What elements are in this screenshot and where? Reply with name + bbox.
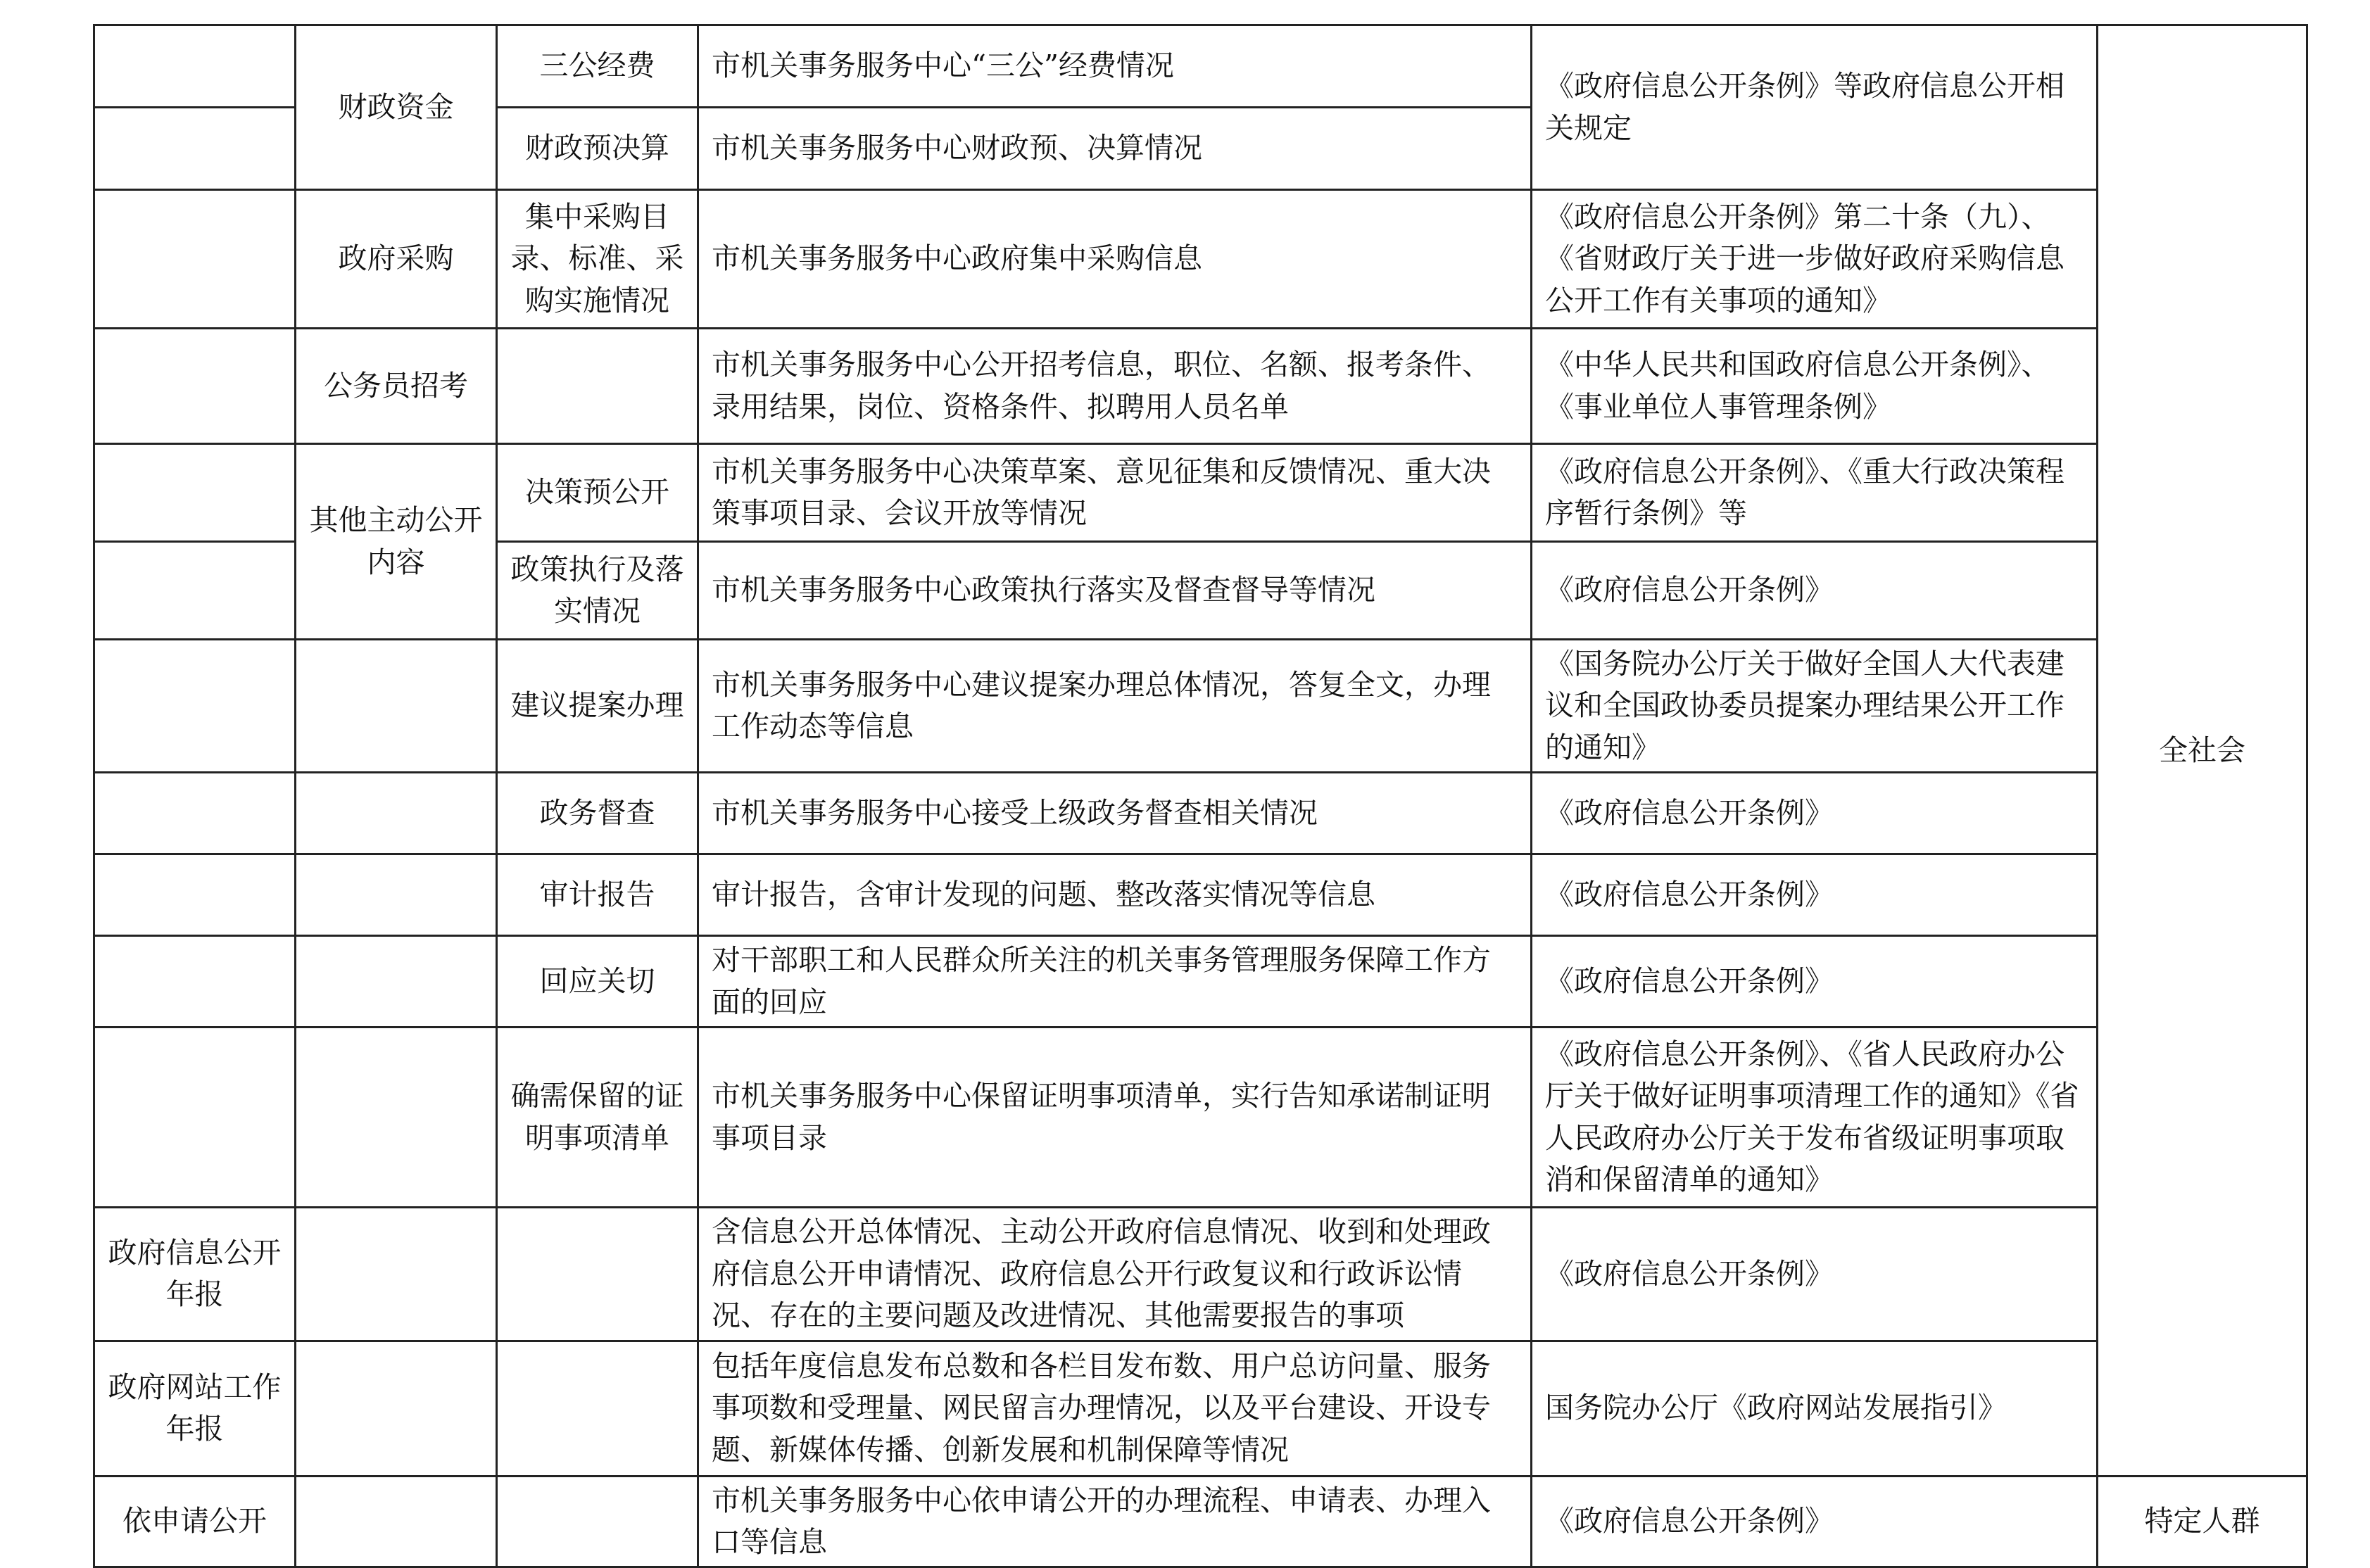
cell-subcategory: [296, 1208, 497, 1341]
cell-content: 市机关事务服务中心建议提案办理总体情况，答复全文，办理工作动态等信息: [698, 640, 1532, 773]
cell-content: 市机关事务服务中心政策执行落实及督查督导等情况: [698, 542, 1532, 640]
disclosure-table: [93, 24, 2308, 1568]
cell-subcategory: [296, 936, 497, 1028]
table-row: [94, 1208, 2307, 1341]
cell-item: [497, 1341, 698, 1476]
cell-subcategory: [296, 1028, 497, 1208]
cell-basis: 《国务院办公厅关于做好全国人大代表建议和全国政协委员提案办理结果公开工作的通知》: [1532, 640, 2098, 773]
cell-audience: 特定人群: [2098, 1476, 2307, 1567]
table-row: [94, 1028, 2307, 1208]
cell-item: 集中采购目录、标准、采购实施情况: [497, 190, 698, 329]
cell-category: 政府信息公开年报: [94, 1208, 296, 1341]
cell-category: 政府网站工作年报: [94, 1341, 296, 1476]
cell-subcategory: [296, 1341, 497, 1476]
cell-subcategory: [296, 1476, 497, 1567]
cell-category: [94, 444, 296, 542]
cell-item: 财政预决算: [497, 108, 698, 190]
cell-subcategory: 公务员招考: [296, 329, 497, 444]
cell-subcategory: [296, 854, 497, 936]
cell-item: 政务督查: [497, 773, 698, 854]
table-row: [94, 444, 2307, 542]
cell-subcategory: 财政资金: [296, 25, 497, 190]
cell-item: [497, 1476, 698, 1567]
cell-basis: 《政府信息公开条例》: [1532, 1476, 2098, 1567]
cell-item: 确需保留的证明事项清单: [497, 1028, 698, 1208]
cell-basis: 《中华人民共和国政府信息公开条例》、《事业单位人事管理条例》: [1532, 329, 2098, 444]
cell-item: 政策执行及落实情况: [497, 542, 698, 640]
cell-item: 决策预公开: [497, 444, 698, 542]
cell-basis: 《政府信息公开条例》: [1532, 936, 2098, 1028]
cell-basis: 《政府信息公开条例》: [1532, 1208, 2098, 1341]
cell-basis: 国务院办公厅《政府网站发展指引》: [1532, 1341, 2098, 1476]
cell-content: 市机关事务服务中心接受上级政务督查相关情况: [698, 773, 1532, 854]
cell-category: [94, 190, 296, 329]
cell-category: [94, 773, 296, 854]
cell-subcategory: [296, 640, 497, 773]
table-row: [94, 773, 2307, 854]
cell-category: [94, 854, 296, 936]
cell-basis: 《政府信息公开条例》: [1532, 542, 2098, 640]
cell-category: [94, 936, 296, 1028]
cell-basis: 《政府信息公开条例》、《重大行政决策程序暂行条例》等: [1532, 444, 2098, 542]
cell-subcategory: 其他主动公开内容: [296, 444, 497, 640]
cell-category: [94, 640, 296, 773]
cell-basis: 《政府信息公开条例》第二十条（九）、《省财政厅关于进一步做好政府采购信息公开工作有关事项的通知》: [1532, 190, 2098, 329]
table-row: [94, 854, 2307, 936]
table-row: [94, 1476, 2307, 1567]
cell-content: 市机关事务服务中心公开招考信息，职位、名额、报考条件、录用结果，岗位、资格条件、拟聘用人员名单: [698, 329, 1532, 444]
cell-item: 建议提案办理: [497, 640, 698, 773]
cell-basis: 《政府信息公开条例》、《省人民政府办公厅关于做好证明事项清理工作的通知》《省人民政府办公厅关于发布省级证明事项取消和保留清单的通知》: [1532, 1028, 2098, 1208]
cell-basis: 《政府信息公开条例》: [1532, 773, 2098, 854]
cell-content: 市机关事务服务中心决策草案、意见征集和反馈情况、重大决策事项目录、会议开放等情况: [698, 444, 1532, 542]
cell-category: [94, 108, 296, 190]
cell-item: 审计报告: [497, 854, 698, 936]
cell-category: [94, 542, 296, 640]
table-row: [94, 640, 2307, 773]
cell-item: [497, 1208, 698, 1341]
cell-content: 含信息公开总体情况、主动公开政府信息情况、收到和处理政府信息公开申请情况、政府信息公开行政复议和行政诉讼情况、存在的主要问题及改进情况、其他需要报告的事项: [698, 1208, 1532, 1341]
cell-subcategory: [296, 773, 497, 854]
cell-category: 依申请公开: [94, 1476, 296, 1567]
cell-content: 市机关事务服务中心依申请公开的办理流程、申请表、办理入口等信息: [698, 1476, 1532, 1567]
cell-audience: 全社会: [2098, 25, 2307, 1477]
cell-category: [94, 1028, 296, 1208]
cell-item: [497, 329, 698, 444]
table-row: [94, 329, 2307, 444]
cell-basis: 《政府信息公开条例》: [1532, 854, 2098, 936]
cell-content: 对干部职工和人民群众所关注的机关事务管理服务保障工作方面的回应: [698, 936, 1532, 1028]
cell-category: [94, 25, 296, 108]
cell-item: 三公经费: [497, 25, 698, 108]
cell-item: 回应关切: [497, 936, 698, 1028]
table-row: [94, 190, 2307, 329]
cell-content: 市机关事务服务中心“三公”经费情况: [698, 25, 1532, 108]
cell-basis: 《政府信息公开条例》等政府信息公开相关规定: [1532, 25, 2098, 190]
table-row: [94, 25, 2307, 108]
cell-subcategory: 政府采购: [296, 190, 497, 329]
cell-content: 包括年度信息发布总数和各栏目发布数、用户总访问量、服务事项数和受理量、网民留言办理情况，以及平台建设、开设专题、新媒体传播、创新发展和机制保障等情况: [698, 1341, 1532, 1476]
cell-content: 市机关事务服务中心财政预、决算情况: [698, 108, 1532, 190]
cell-content: 市机关事务服务中心保留证明事项清单，实行告知承诺制证明事项目录: [698, 1028, 1532, 1208]
cell-content: 市机关事务服务中心政府集中采购信息: [698, 190, 1532, 329]
cell-content: 审计报告，含审计发现的问题、整改落实情况等信息: [698, 854, 1532, 936]
table-row: [94, 936, 2307, 1028]
table-row: [94, 1341, 2307, 1476]
cell-category: [94, 329, 296, 444]
